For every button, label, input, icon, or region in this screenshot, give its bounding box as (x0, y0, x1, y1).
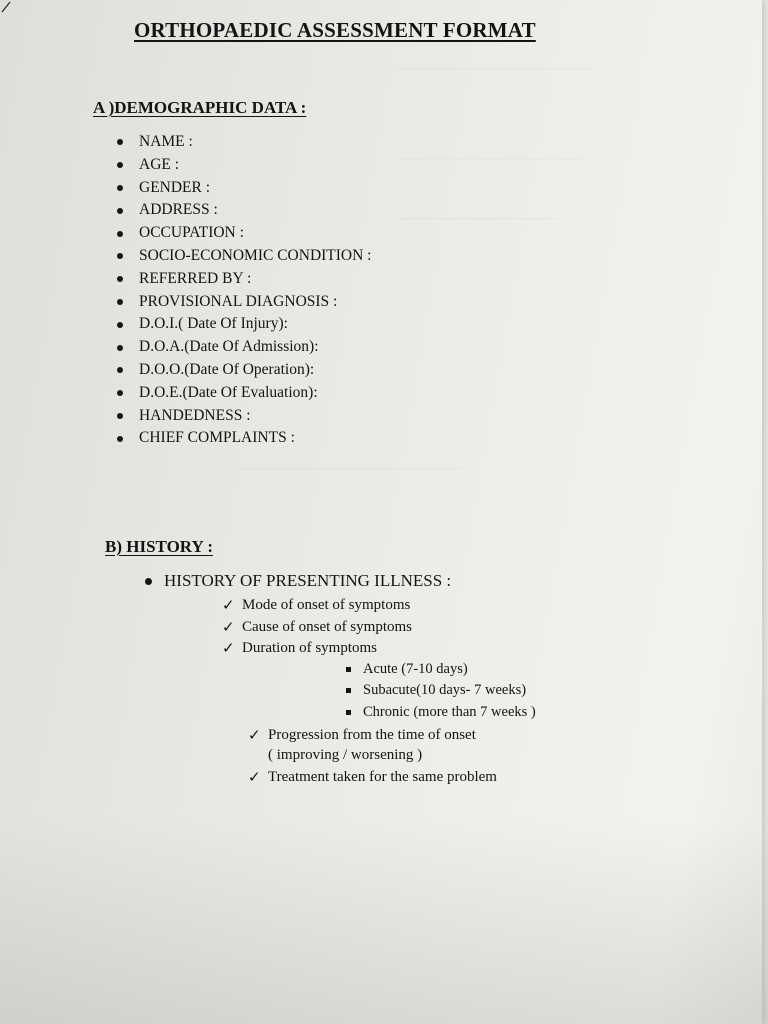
list-item (115, 154, 372, 177)
list-item (115, 177, 372, 200)
check-item (222, 618, 412, 637)
bullet-icon (117, 162, 123, 168)
list-item (115, 199, 372, 222)
list-item (115, 336, 372, 359)
bullet-icon (117, 185, 123, 191)
bullet-icon (117, 322, 123, 328)
checkmark-icon: ✓ (248, 728, 261, 744)
field-occupation: OCCUPATION : (139, 224, 244, 242)
lighting-shadow (0, 820, 768, 1024)
checkmark-icon: ✓ (222, 641, 235, 657)
list-item (115, 427, 372, 450)
square-bullet-icon (346, 667, 351, 672)
field-doe: D.O.E.(Date Of Evaluation): (139, 383, 318, 401)
bleed-through-text: ————————————————— (240, 460, 461, 475)
bleed-through-text: ——————————————— (400, 60, 595, 75)
duration-of-symptoms: Duration of symptoms (242, 640, 377, 656)
list-item (115, 313, 372, 336)
bullet-icon (117, 253, 123, 259)
field-socio-economic: SOCIO-ECONOMIC CONDITION : (139, 246, 372, 264)
progression-line-1: Progression from the time of onset (268, 727, 476, 743)
field-handedness: HANDEDNESS : (139, 406, 251, 424)
bullet-icon (117, 345, 123, 351)
pen-mark (0, 0, 14, 14)
bullet-icon (117, 413, 123, 419)
field-chief-complaints: CHIEF COMPLAINTS : (139, 429, 295, 447)
bullet-icon (117, 208, 123, 214)
check-item (248, 768, 497, 787)
bullet-icon (117, 299, 123, 305)
duration-item (346, 704, 536, 721)
bleed-through-text: ———————————— (400, 210, 556, 225)
list-item (115, 359, 372, 382)
check-item (222, 639, 377, 658)
bullet-icon (145, 578, 152, 585)
mode-of-onset: Mode of onset of symptoms (242, 597, 411, 613)
bullet-icon (117, 139, 123, 145)
section-b-heading: B) HISTORY : (105, 537, 214, 556)
list-item (115, 131, 372, 154)
checkmark-icon: ✓ (248, 770, 261, 786)
checkmark-icon: ✓ (222, 598, 235, 614)
duration-item (346, 682, 526, 699)
bullet-icon (117, 231, 123, 237)
field-doa: D.O.A.(Date Of Admission): (139, 338, 319, 356)
list-item (115, 382, 372, 405)
field-gender: GENDER : (139, 178, 211, 196)
treatment-taken: Treatment taken for the same problem (268, 769, 497, 785)
list-item (115, 291, 372, 314)
square-bullet-icon (346, 688, 351, 693)
bullet-icon (117, 276, 123, 282)
field-doi: D.O.I.( Date Of Injury): (139, 315, 288, 333)
hpi-item (143, 571, 451, 591)
check-item (248, 726, 476, 745)
square-bullet-icon (346, 710, 351, 715)
cause-of-onset: Cause of onset of symptoms (242, 619, 412, 635)
list-item (115, 405, 372, 428)
list-item (115, 245, 372, 268)
hpi-label: HISTORY OF PRESENTING ILLNESS : (164, 571, 452, 590)
bullet-icon (117, 390, 123, 396)
list-item (115, 268, 372, 291)
progression-line-2: ( improving / worsening ) (268, 747, 423, 763)
progression-note (268, 747, 422, 764)
duration-acute: Acute (7-10 days) (363, 661, 468, 677)
bleed-through-text: —————————————— (400, 150, 582, 165)
document-title: ORTHOPAEDIC ASSESSMENT FORMAT (134, 18, 536, 42)
checkmark-icon: ✓ (222, 620, 235, 636)
duration-item (346, 661, 468, 678)
list-item (115, 222, 372, 245)
bullet-icon (117, 367, 123, 373)
duration-chronic: Chronic (more than 7 weeks ) (363, 704, 536, 720)
section-a-heading: A )DEMOGRAPHIC DATA : (93, 98, 307, 117)
field-address: ADDRESS : (139, 201, 218, 219)
bullet-icon (117, 436, 123, 442)
field-provisional-diagnosis: PROVISIONAL DIAGNOSIS : (139, 292, 338, 310)
field-name: NAME : (139, 133, 193, 150)
duration-subacute: Subacute(10 days- 7 weeks) (363, 682, 527, 698)
demographic-field-list (115, 131, 372, 450)
check-item (222, 596, 410, 615)
field-referred-by: REFERRED BY : (139, 269, 252, 287)
field-doo: D.O.O.(Date Of Operation): (139, 360, 315, 378)
field-age: AGE : (139, 155, 180, 173)
